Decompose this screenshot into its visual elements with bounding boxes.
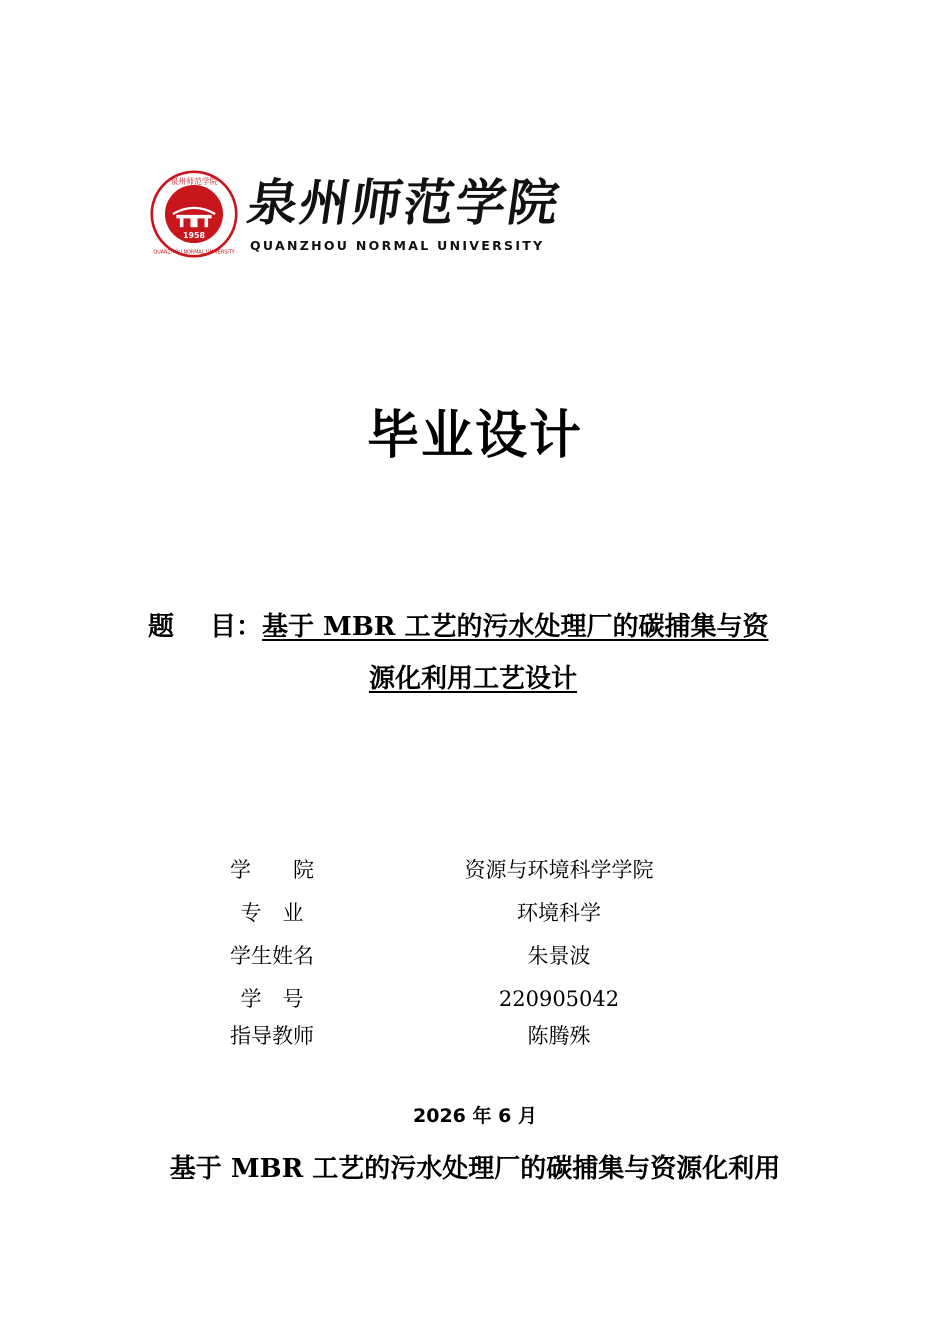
svg-text:QUANZHOU NORMAL UNIVERSITY: QUANZHOU NORMAL UNIVERSITY <box>153 250 235 256</box>
svg-text:1958: 1958 <box>182 230 206 240</box>
info-value: 环境科学 <box>517 901 601 925</box>
topic-title-line2: 源化利用工艺设计 <box>368 664 577 694</box>
info-label: 学 院 <box>230 858 314 882</box>
info-value: 资源与环境科学学院 <box>464 858 654 882</box>
info-value: 陈腾殊 <box>527 1024 591 1048</box>
info-row-major <box>0 897 950 929</box>
info-row-advisor <box>0 1020 950 1052</box>
info-label: 指导教师 <box>230 1024 314 1048</box>
info-value: 朱景波 <box>527 944 591 968</box>
university-name-en: QUANZHOU NORMAL UNIVERSITY <box>250 238 545 253</box>
document-title: 毕业设计 <box>366 406 583 466</box>
info-row-student-name <box>0 940 950 972</box>
info-row-college <box>0 854 950 886</box>
topic-title-line1: 基于 MBR 工艺的污水处理厂的碳捕集与资 <box>262 612 769 642</box>
info-label: 学生姓名 <box>230 944 314 968</box>
submission-date: 2026 年 6 月 <box>413 1105 537 1127</box>
university-name-cn: 泉州师范学院 <box>243 174 565 232</box>
thesis-topic <box>148 607 808 694</box>
svg-text:泉州师范学院: 泉州师范学院 <box>170 177 218 187</box>
body-title: 基于 MBR 工艺的污水处理厂的碳捕集与资源化利用 <box>169 1154 781 1184</box>
info-row-student-id <box>0 983 950 1015</box>
topic-label: 题 目： <box>148 612 263 642</box>
info-value: 220905042 <box>498 987 620 1011</box>
info-label: 学 号 <box>240 987 304 1011</box>
info-label: 专 业 <box>240 901 304 925</box>
university-seal-icon <box>150 170 238 258</box>
university-logo <box>150 170 565 260</box>
